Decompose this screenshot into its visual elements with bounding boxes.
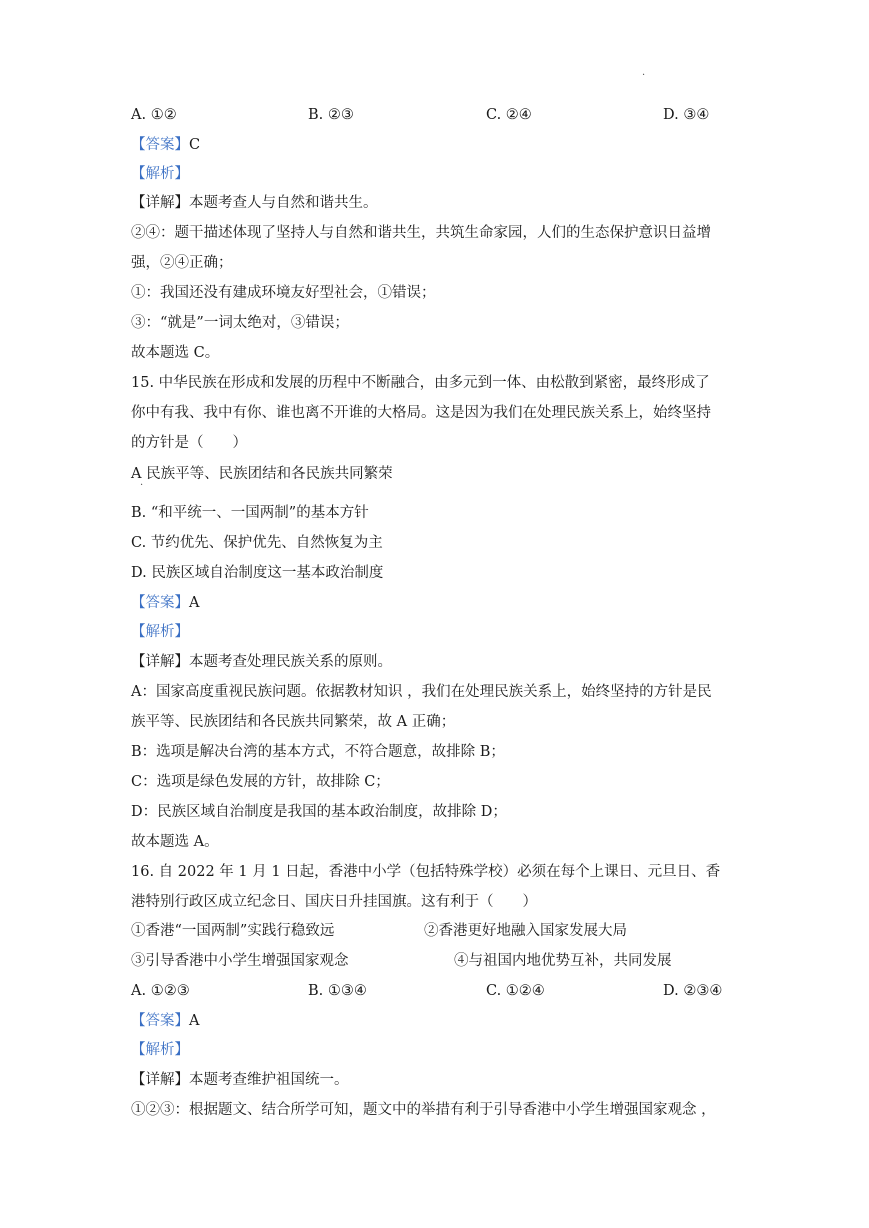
q16-stem-line: 16. 自 2022 年 1 月 1 日起，香港中小学（包括特殊学校）必须在每个上课日、元旦日、香	[131, 864, 721, 880]
q15-detail-line: 【详解】本题考查处理民族关系的原则。	[131, 654, 392, 670]
q16-option-c: C. ①②④	[486, 983, 545, 999]
q16-option-a: A. ①②③	[131, 983, 190, 999]
q14-detail-line: 强，②④正确；	[131, 255, 233, 271]
answer-value: C	[189, 137, 201, 153]
q15-detail-line: C：选项是绿色发展的方针，故排除 C；	[131, 774, 390, 790]
q15-detail-line: B：选项是解决台湾的基本方式，不符合题意，故排除 B；	[131, 744, 505, 760]
q15-option-b: B. “和平统一、一国两制”的基本方针	[131, 505, 369, 521]
q14-detail-line: ②④：题干描述体现了坚持人与自然和谐共生，共筑生命家园，人们的生态保护意识日益增	[131, 225, 711, 241]
q16-option-b: B. ①③④	[308, 983, 367, 999]
page-mark: ·	[642, 70, 646, 81]
q14-detail-line: 【详解】本题考查人与自然和谐共生。	[131, 195, 378, 211]
q15-stem-line: 15. 中华民族在形成和发展的历程中不断融合，由多元到一体、由松散到紧密，最终形成了	[131, 375, 710, 391]
q15-stem-line: 你中有我、我中有你、谁也离不开谁的大格局。这是因为我们在处理民族关系上，始终坚持	[131, 405, 711, 421]
q14-option-b: B. ②③	[308, 107, 354, 123]
q16-item-2: ②香港更好地融入国家发展大局	[424, 923, 627, 939]
option-dot: ·	[140, 480, 144, 491]
q14-option-c: C. ②④	[486, 107, 532, 123]
answer-value: A	[189, 1013, 200, 1029]
q14-answer	[131, 135, 200, 155]
q14-analysis-label: 【解析】	[131, 166, 189, 182]
q14-option-a: A. ①②	[131, 107, 177, 123]
answer-label: 【答案】	[131, 1013, 189, 1029]
q15-detail-line: 族平等、民族团结和各民族共同繁荣，故 A 正确；	[131, 714, 456, 730]
q16-option-d: D. ②③④	[663, 983, 723, 999]
q15-option-d: D. 民族区域自治制度这一基本政治制度	[131, 565, 384, 581]
q15-analysis-label: 【解析】	[131, 624, 189, 640]
q14-detail-line: ①：我国还没有建成环境友好型社会，①错误；	[131, 285, 436, 301]
answer-label: 【答案】	[131, 595, 189, 611]
q16-stem-line: 港特别行政区成立纪念日、国庆日升挂国旗。这有利于（ ）	[131, 894, 537, 910]
q16-answer	[131, 1011, 199, 1031]
q15-detail-line: A：国家高度重视民族问题。依据教材知识 ，我们在处理民族关系上，始终坚持的方针是民	[131, 684, 712, 700]
q16-item-1: ①香港“一国两制”实践行稳致远	[131, 923, 335, 939]
q14-option-d: D. ③④	[663, 107, 710, 123]
q16-analysis-label: 【解析】	[131, 1042, 189, 1058]
q16-detail-line: 【详解】本题考查维护祖国统一。	[131, 1072, 349, 1088]
q15-detail-line: D：民族区域自治制度是我国的基本政治制度，故排除 D；	[131, 804, 507, 820]
q15-option-a: A 民族平等、民族团结和各民族共同繁荣	[131, 466, 393, 482]
answer-label: 【答案】	[131, 137, 189, 153]
q14-detail-line: ③：“就是”一词太绝对，③错误；	[131, 315, 349, 331]
q15-detail-line: 故本题选 A。	[131, 834, 219, 850]
q15-answer	[131, 593, 199, 613]
answer-value: A	[189, 595, 200, 611]
q15-stem-line: 的方针是（ ）	[131, 435, 247, 451]
q14-detail-line: 故本题选 C。	[131, 345, 220, 361]
q15-option-c: C. 节约优先、保护优先、自然恢复为主	[131, 535, 383, 551]
q16-detail-line: ①②③：根据题文、结合所学可知，题文中的举措有利于引导香港中小学生增强国家观念 ，	[131, 1102, 716, 1118]
q16-item-4: ④与祖国内地优势互补，共同发展	[454, 953, 672, 969]
q16-item-3: ③引导香港中小学生增强国家观念	[131, 953, 349, 969]
